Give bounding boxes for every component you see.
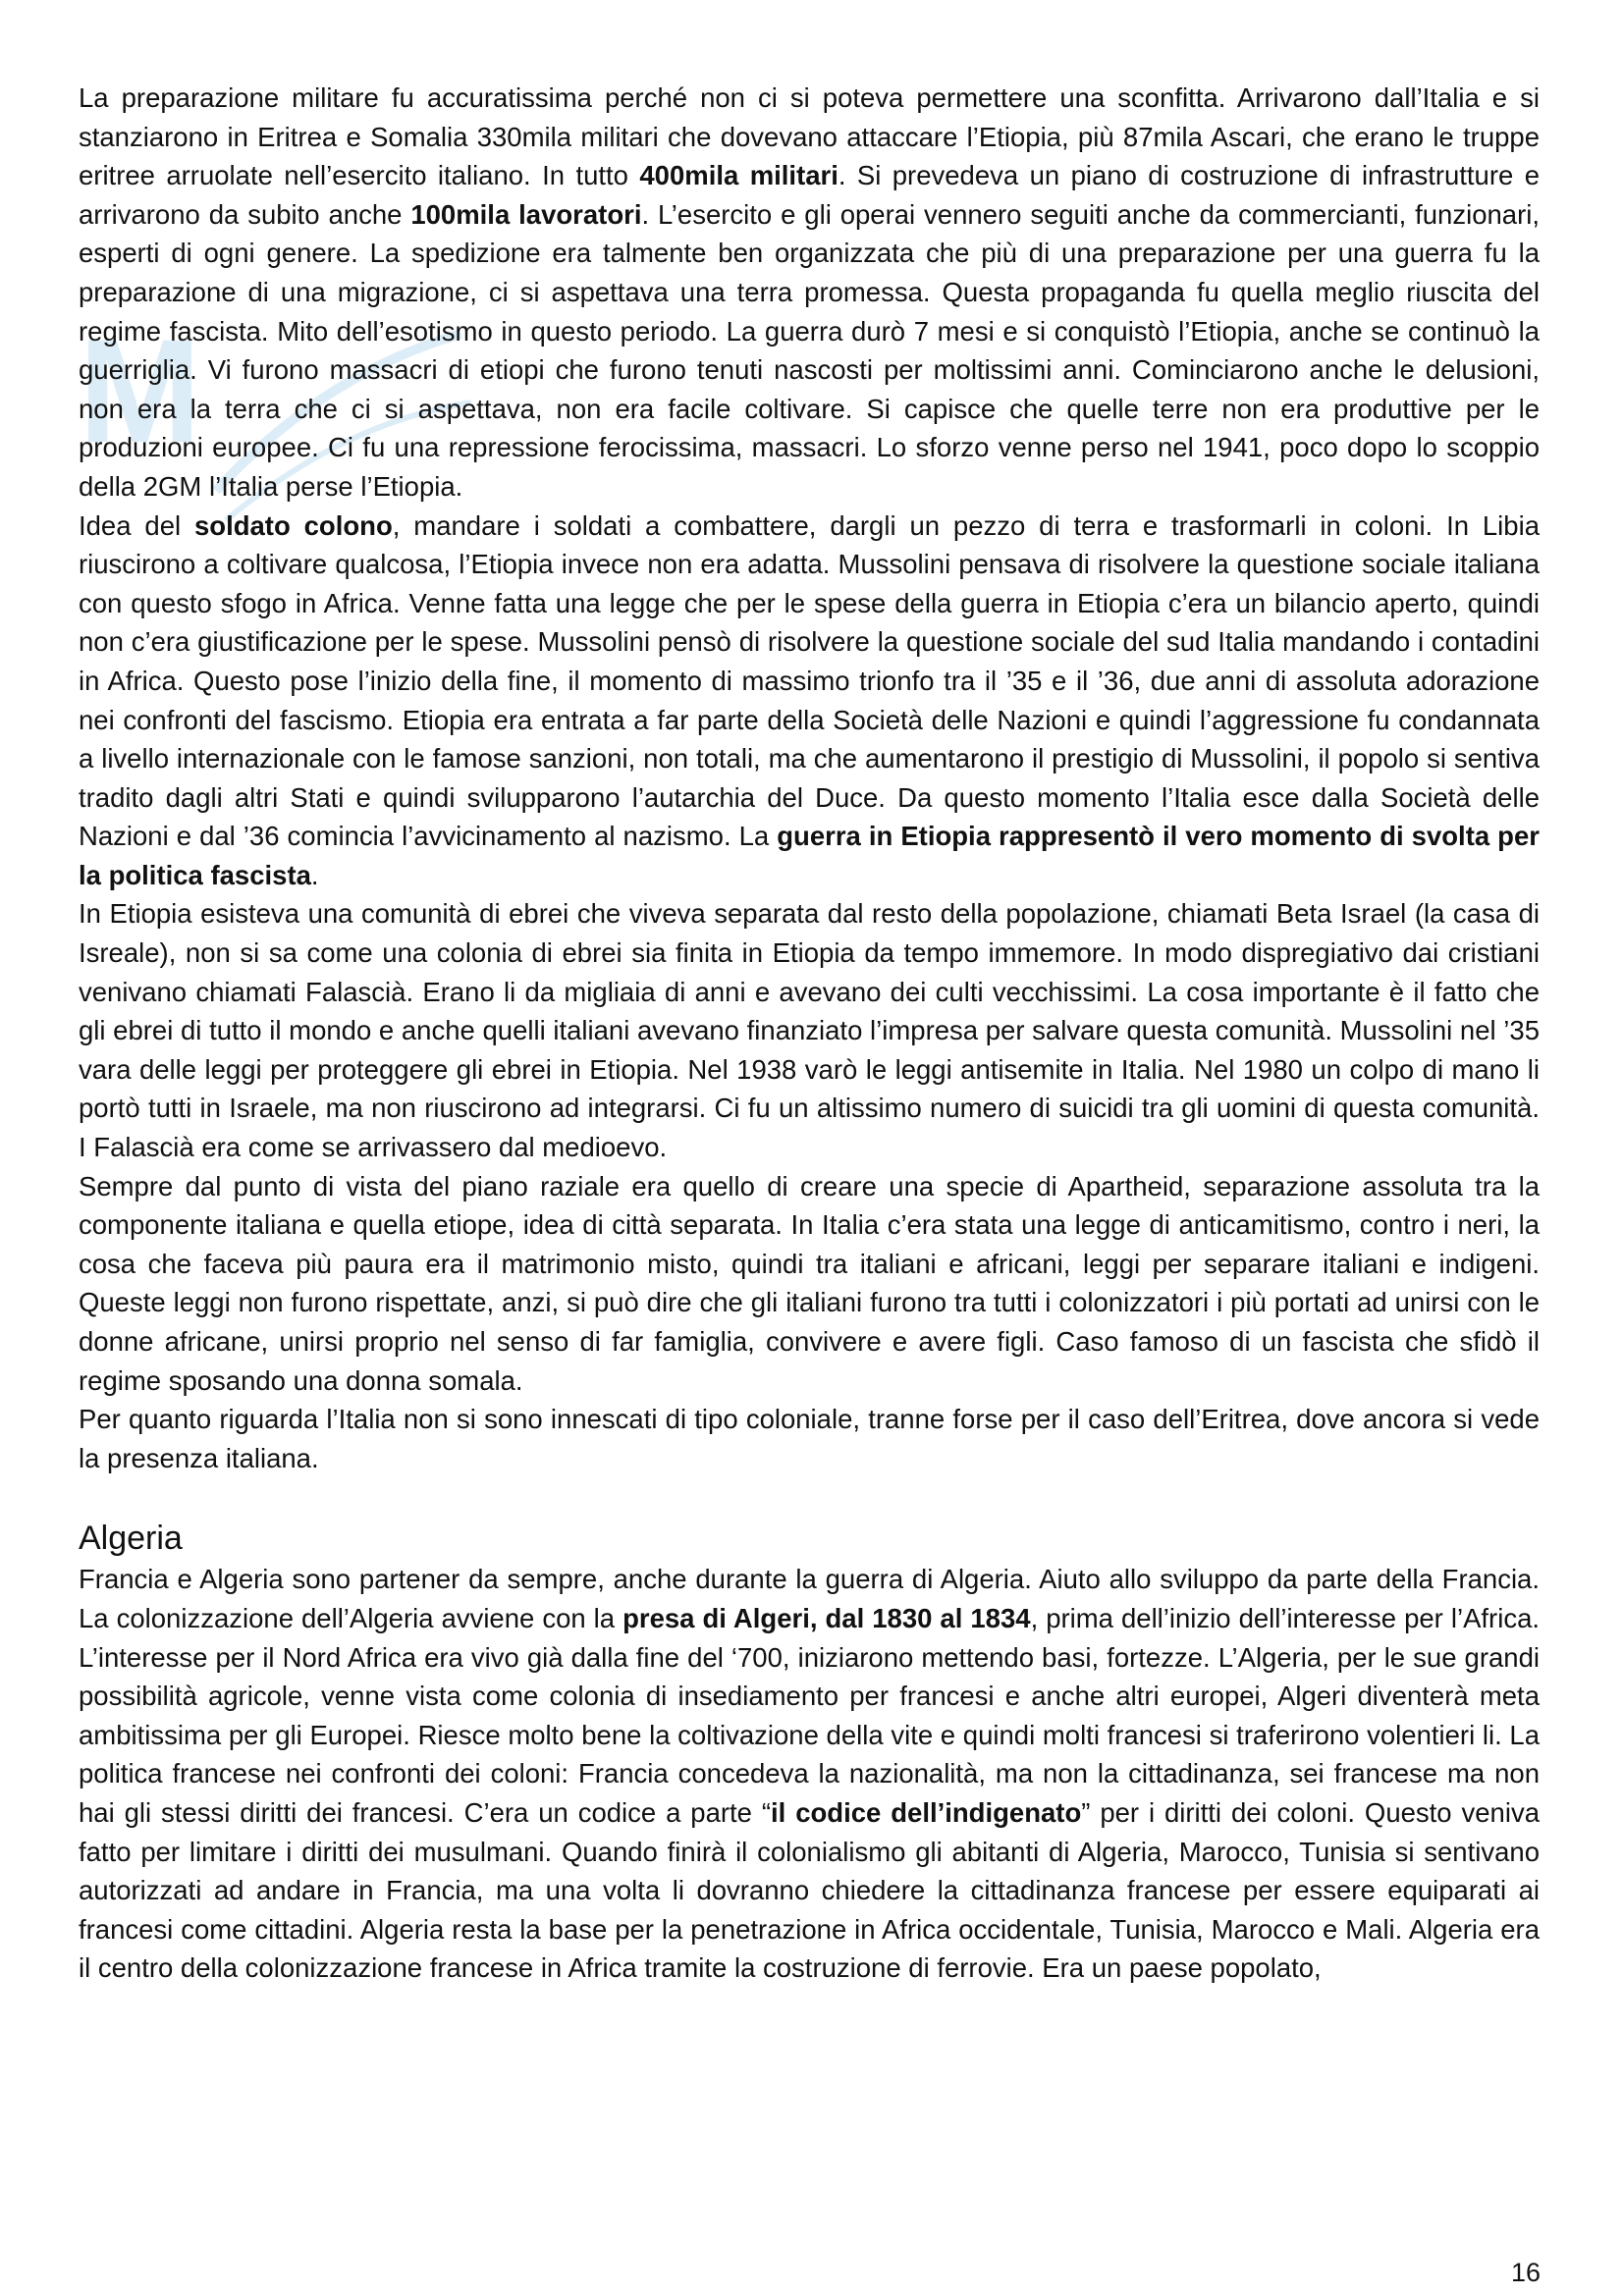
paragraph-5: Per quanto riguarda l’Italia non si sono innescati di tipo coloniale, tranne forse per il caso dell’Eritrea, dove ancora si vede la presenza italiana. [79, 1404, 1540, 1473]
page-number: 16 [1510, 2258, 1541, 2287]
paragraph-3: In Etiopia esisteva una comunità di ebrei che viveva separata dal resto della popolazione, chiamati Beta Israel (la casa di Isreale), non si sa come una colonia di ebrei sia finita in Etiopia da tempo immemore. In modo dispregiativo dai cristiani venivano chiamati Falascià. Erano li da migliaia di anni e avevano dei culti vecchissimi. La cosa importante è il fatto che gli ebrei di tutto il mondo e anche quelli italiani avevano finanziato l’impresa per salvare questa comunità. Mussolini nel ’35 vara delle leggi per proteggere gli ebrei in Etiopia. Nel 1938 varò le leggi antisemite in Italia. Nel 1980 un colpo di mano li portò tutti in Israele, ma non riuscirono ad integrarsi. Ci fu un altissimo numero di suicidi tra gli uomini di questa comunità. I Falascià era come se arrivassero dal medioevo. [79, 898, 1540, 1163]
svg-text:M: M [79, 308, 201, 473]
paragraph-1: La preparazione militare fu accuratissima perché non ci si poteva permettere una sconfitta. Arrivarono dall’Italia e si stanziarono in Eritrea e Somalia 330mila militari che dovevano attaccare l’Etiopia, più 87mila Ascari, che erano le truppe eritree arruolate nell’esercito italiano. In tutto 400mila militari. Si prevedeva un piano di costruzione di infrastrutture e arrivarono da subito anche 100mila lavoratori. L’esercito e gli operai vennero seguiti anche da commercianti, funzionari, esperti di ogni genere. La spedizione era talmente ben organizzata che più di una preparazione per una guerra fu la preparazione di una migrazione, ci si aspettava una terra promessa. Questa propaganda fu quella meglio riuscita del regime fascista. Mito dell’esotismo in questo periodo. La guerra durò 7 mesi e si conquistò l’Etiopia, anche se continuò la guerriglia. Vi furono massacri di etiopi che furono tenuti nascosti per moltissimi anni. Cominciarono anche le delusioni, non era la terra che ci si aspettava, non era facile coltivare. Si capisce che quelle terre non era produttive per le produzioni europee. Ci fu una repressione ferocissima, massacri. Lo sforzo venne perso nel 1941, poco dopo lo scoppio della 2GM l’Italia perse l’Etiopia. [79, 82, 1541, 502]
paragraph-4: Sempre dal punto di vista del piano raziale era quello di creare una specie di Apartheid, separazione assoluta tra la componente italiana e quella etiope, idea di città separata. In Italia c’era stata una legge di anticamitismo, contro i neri, la cosa che faceva più paura era il matrimonio misto, quindi tra italiani e africani, leggi per separare italiani e indigeni. Queste leggi non furono rispettate, anzi, si può dire che gli italiani furono tra tutti i colonizzatori i più portati ad unirsi con le donne africane, unirsi proprio nel senso di far famiglia, convivere e avere figli. Caso famoso di un fascista che sfidò il regime sposando una donna somala. [79, 1170, 1540, 1396]
section-heading-algeria: Algeria [79, 1520, 183, 1558]
document-body [79, 79, 1540, 1988]
paragraph-6: Francia e Algeria sono partener da sempre, anche durante la guerra di Algeria. Aiuto allo sviluppo da parte della Francia. La colonizzazione dell’Algeria avviene con la presa di Algeri, dal 1830 al 1834, prima dell’inizio dell’interesse per l’Africa. L’interesse per il Nord Africa era vivo già dalla fine del ‘700, iniziarono mettendo basi, fortezze. L’Algeria, per le sue grandi possibilità agricole, venne vista come colonia di insediamento per francesi e anche altri europei, Algeri diventerà meta ambitissima per gli Europei. Riesce molto bene la coltivazione della vite e quindi molti francesi si traferirono volentieri li. La politica francese nei confronti dei coloni: Francia concedeva la nazionalità, ma non la cittadinanza, sei francese ma non hai gli stessi diritti dei francesi. C’era un codice a parte “il codice dell’indigenato” per i diritti dei coloni. Questo veniva fatto per limitare i diritti dei musulmani. Quando finirà il colonialismo gli abitanti di Algeria, Marocco, Tunisia si sentivano autorizzati ad andare in Francia, ma una volta li dovranno chiedere la cittadinanza francese per essere equiparati ai francesi come cittadini. Algeria resta la base per la penetrazione in Africa occidentale, Tunisia, Marocco e Mali. Algeria era il centro della colonizzazione francese in Africa tramite la costruzione di ferrovie. Era un paese popolato, [79, 1564, 1541, 1984]
paragraph-2: Idea del soldato colono, mandare i soldati a combattere, dargli un pezzo di terra e trasformarli in coloni. In Libia riuscirono a coltivare qualcosa, l’Etiopia invece non era adatta. Mussolini pensava di risolvere la questione sociale italiana con questo sfogo in Africa. Venne fatta una legge che per le spese della guerra in Etiopia c’era un bilancio aperto, quindi non c’era giustificazione per le spese. Mussolini pensò di risolvere la questione sociale del sud Italia mandando i contadini in Africa. Questo pose l’inizio della fine, il momento di massimo trionfo tra il ’35 e il ’36, due anni di assoluta adorazione nei confronti del fascismo. Etiopia era entrata a far parte della Società delle Nazioni e quindi l’aggressione fu condannata a livello internazionale con le famose sanzioni, non totali, ma che aumentarono il prestigio di Mussolini, il popolo si sentiva tradito dagli altri Stati e quindi svilupparono l’autarchia del Duce. Da questo momento l’Italia esce dalla Società delle Nazioni e dal ’36 comincia l’avvicinamento al nazismo. La guerra in Etiopia rappresentò il vero momento di svolta per la politica fascista. [79, 509, 1540, 890]
